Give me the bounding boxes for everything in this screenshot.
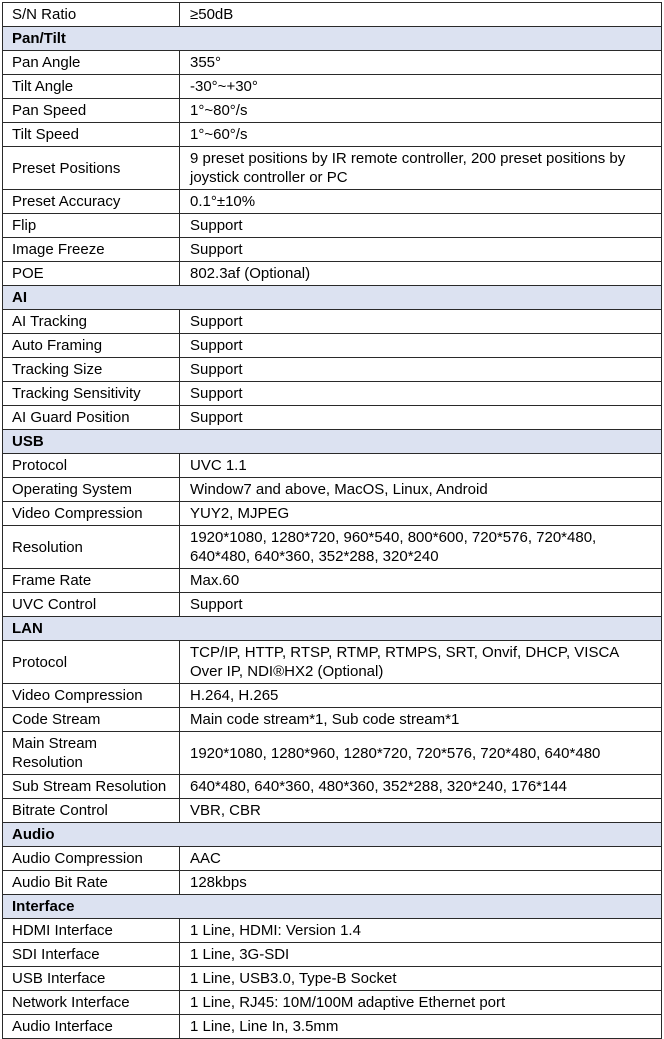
- spec-value: AAC: [180, 847, 662, 871]
- spec-value: 9 preset positions by IR remote controller, 200 preset positions by joystick controller or PC: [180, 147, 662, 190]
- section-header-row: [3, 286, 662, 310]
- spec-label: Pan Speed: [3, 99, 180, 123]
- spec-row: [3, 358, 662, 382]
- spec-value: 640*480, 640*360, 480*360, 352*288, 320*240, 176*144: [180, 775, 662, 799]
- spec-row: [3, 454, 662, 478]
- spec-value: H.264, H.265: [180, 684, 662, 708]
- spec-value: 128kbps: [180, 871, 662, 895]
- section-title: Interface: [3, 895, 662, 919]
- spec-row: [3, 569, 662, 593]
- spec-label: Auto Framing: [3, 334, 180, 358]
- spec-row: [3, 214, 662, 238]
- section-title: LAN: [3, 617, 662, 641]
- spec-label: Audio Interface: [3, 1015, 180, 1039]
- spec-label: Code Stream: [3, 708, 180, 732]
- spec-label: Tilt Angle: [3, 75, 180, 99]
- section-header-row: [3, 895, 662, 919]
- spec-label: Preset Accuracy: [3, 190, 180, 214]
- spec-row: [3, 708, 662, 732]
- spec-label: Tracking Sensitivity: [3, 382, 180, 406]
- spec-value: Window7 and above, MacOS, Linux, Android: [180, 478, 662, 502]
- spec-row: [3, 1015, 662, 1039]
- spec-value: 1°~80°/s: [180, 99, 662, 123]
- spec-value: 1°~60°/s: [180, 123, 662, 147]
- spec-label: Audio Bit Rate: [3, 871, 180, 895]
- spec-row: [3, 943, 662, 967]
- spec-value: UVC 1.1: [180, 454, 662, 478]
- spec-value: YUY2, MJPEG: [180, 502, 662, 526]
- spec-value: Support: [180, 238, 662, 262]
- spec-label: Main Stream Resolution: [3, 732, 180, 775]
- spec-label: Video Compression: [3, 502, 180, 526]
- spec-label: Audio Compression: [3, 847, 180, 871]
- spec-label: Image Freeze: [3, 238, 180, 262]
- spec-value: 1920*1080, 1280*960, 1280*720, 720*576, 720*480, 640*480: [180, 732, 662, 775]
- spec-row: [3, 991, 662, 1015]
- spec-row: [3, 190, 662, 214]
- spec-row: [3, 478, 662, 502]
- spec-value: -30°~+30°: [180, 75, 662, 99]
- spec-value: 1 Line, RJ45: 10M/100M adaptive Ethernet port: [180, 991, 662, 1015]
- spec-label: Protocol: [3, 454, 180, 478]
- spec-row: [3, 406, 662, 430]
- section-title: USB: [3, 430, 662, 454]
- spec-label: SDI Interface: [3, 943, 180, 967]
- spec-row: [3, 147, 662, 190]
- spec-row: [3, 732, 662, 775]
- spec-value: Support: [180, 593, 662, 617]
- section-header-row: [3, 617, 662, 641]
- section-header-row: [3, 27, 662, 51]
- spec-label: USB Interface: [3, 967, 180, 991]
- spec-value: TCP/IP, HTTP, RTSP, RTMP, RTMPS, SRT, Onvif, DHCP, VISCA Over IP, NDI®HX2 (Optional): [180, 641, 662, 684]
- spec-label: HDMI Interface: [3, 919, 180, 943]
- spec-row: [3, 871, 662, 895]
- spec-label: Bitrate Control: [3, 799, 180, 823]
- spec-label: AI Guard Position: [3, 406, 180, 430]
- section-title: Pan/Tilt: [3, 27, 662, 51]
- spec-row: [3, 593, 662, 617]
- section-title: Audio: [3, 823, 662, 847]
- spec-label: Resolution: [3, 526, 180, 569]
- spec-row: [3, 3, 662, 27]
- spec-value: Main code stream*1, Sub code stream*1: [180, 708, 662, 732]
- spec-value: Max.60: [180, 569, 662, 593]
- spec-label: Network Interface: [3, 991, 180, 1015]
- spec-label: UVC Control: [3, 593, 180, 617]
- spec-value: Support: [180, 358, 662, 382]
- spec-label: Protocol: [3, 641, 180, 684]
- section-title: AI: [3, 286, 662, 310]
- spec-label: Preset Positions: [3, 147, 180, 190]
- spec-label: Frame Rate: [3, 569, 180, 593]
- specification-table-body: [3, 3, 662, 1039]
- spec-label: AI Tracking: [3, 310, 180, 334]
- spec-value: Support: [180, 406, 662, 430]
- spec-row: [3, 51, 662, 75]
- spec-row: [3, 262, 662, 286]
- spec-row: [3, 684, 662, 708]
- spec-label: Tracking Size: [3, 358, 180, 382]
- spec-row: [3, 526, 662, 569]
- spec-value: 1920*1080, 1280*720, 960*540, 800*600, 720*576, 720*480, 640*480, 640*360, 352*288, 320*240: [180, 526, 662, 569]
- spec-label: Tilt Speed: [3, 123, 180, 147]
- specification-table: [2, 2, 662, 1039]
- spec-value: 355°: [180, 51, 662, 75]
- spec-value: Support: [180, 334, 662, 358]
- spec-value: 1 Line, USB3.0, Type-B Socket: [180, 967, 662, 991]
- section-header-row: [3, 823, 662, 847]
- spec-label: S/N Ratio: [3, 3, 180, 27]
- spec-row: [3, 382, 662, 406]
- spec-row: [3, 75, 662, 99]
- spec-label: Operating System: [3, 478, 180, 502]
- spec-value: 1 Line, 3G-SDI: [180, 943, 662, 967]
- spec-row: [3, 641, 662, 684]
- spec-value: 1 Line, Line In, 3.5mm: [180, 1015, 662, 1039]
- spec-value: 0.1°±10%: [180, 190, 662, 214]
- spec-value: Support: [180, 214, 662, 238]
- spec-row: [3, 919, 662, 943]
- spec-row: [3, 847, 662, 871]
- spec-row: [3, 502, 662, 526]
- spec-value: VBR, CBR: [180, 799, 662, 823]
- spec-value: Support: [180, 382, 662, 406]
- spec-label: Sub Stream Resolution: [3, 775, 180, 799]
- spec-row: [3, 967, 662, 991]
- spec-label: Pan Angle: [3, 51, 180, 75]
- spec-row: [3, 238, 662, 262]
- spec-value: 802.3af (Optional): [180, 262, 662, 286]
- section-header-row: [3, 430, 662, 454]
- spec-value: Support: [180, 310, 662, 334]
- spec-row: [3, 334, 662, 358]
- spec-label: Video Compression: [3, 684, 180, 708]
- spec-row: [3, 310, 662, 334]
- spec-row: [3, 123, 662, 147]
- spec-row: [3, 775, 662, 799]
- spec-row: [3, 799, 662, 823]
- spec-value: 1 Line, HDMI: Version 1.4: [180, 919, 662, 943]
- spec-value: ≥50dB: [180, 3, 662, 27]
- spec-label: POE: [3, 262, 180, 286]
- spec-label: Flip: [3, 214, 180, 238]
- spec-row: [3, 99, 662, 123]
